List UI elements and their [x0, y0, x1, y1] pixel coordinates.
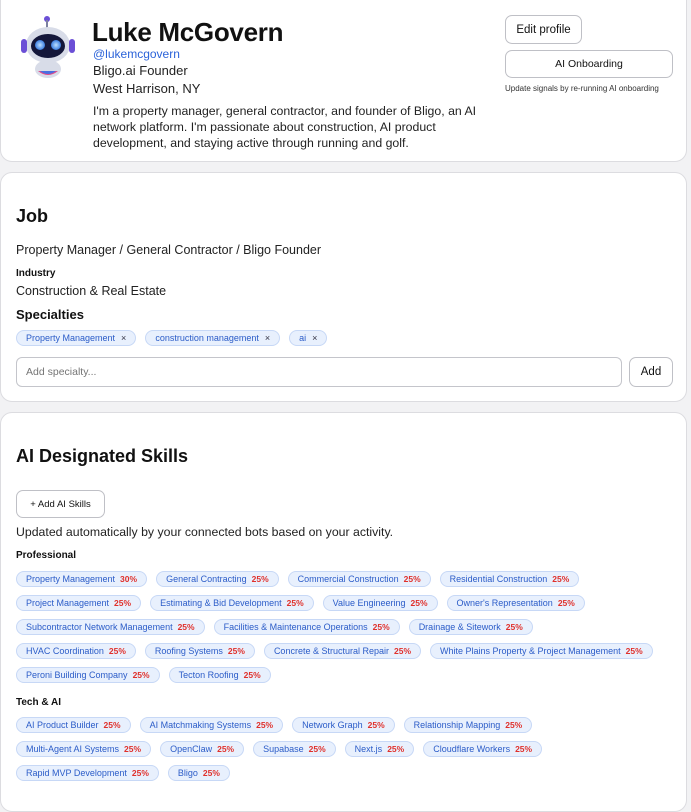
skill-label: Subcontractor Network Management [26, 622, 173, 632]
skill-percent: 25% [394, 646, 412, 656]
skill-percent: 25% [131, 768, 149, 778]
skill-percent: 25% [227, 646, 245, 656]
skill-percent: 25% [243, 670, 261, 680]
skill-percent: 25% [410, 598, 428, 608]
skill-chip[interactable] [16, 667, 160, 683]
add-specialty-input[interactable] [16, 357, 622, 387]
skill-label: OpenClaw [170, 744, 213, 754]
skill-label: Drainage & Sitework [418, 622, 501, 632]
specialty-label: Property Management [26, 333, 116, 343]
skill-percent: 25% [177, 622, 195, 632]
skill-chip[interactable] [160, 741, 244, 757]
industry-value: Construction & Real Estate [16, 284, 167, 298]
edit-profile-button[interactable]: Edit profile [505, 15, 582, 44]
skill-chip[interactable] [16, 643, 136, 659]
close-icon[interactable]: × [264, 333, 271, 343]
skill-label: Multi-Agent AI Systems [26, 744, 120, 754]
profile-title: Bligo.ai Founder [93, 63, 188, 78]
skill-chip[interactable] [264, 643, 421, 659]
skill-chip[interactable] [150, 595, 314, 611]
skill-label: Residential Construction [449, 574, 548, 584]
skill-chip[interactable] [404, 717, 533, 733]
skill-percent: 25% [557, 598, 575, 608]
close-icon[interactable]: × [312, 333, 318, 343]
skill-label: Supabase [263, 744, 304, 754]
specialty-label: ai [299, 333, 307, 343]
skill-label: Owner's Representation [456, 598, 553, 608]
skill-label: Concrete & Structural Repair [273, 646, 389, 656]
skill-percent: 25% [202, 768, 220, 778]
skill-percent: 25% [505, 622, 523, 632]
skill-chip[interactable] [440, 571, 580, 587]
skills-note: Updated automatically by your connected bots based on your activity. [16, 525, 394, 539]
skill-percent: 25% [103, 720, 121, 730]
skill-chip[interactable] [214, 619, 400, 635]
skill-chip[interactable] [288, 571, 431, 587]
skill-row [16, 765, 551, 781]
skill-label: AI Product Builder [26, 720, 99, 730]
skill-percent: 25% [124, 744, 142, 754]
tech-skill-list [16, 717, 551, 789]
skill-chip[interactable] [16, 765, 159, 781]
skill-label: Peroni Building Company [26, 670, 128, 680]
skill-chip[interactable] [16, 571, 147, 587]
professional-label: Professional [16, 550, 77, 561]
skill-label: Rapid MVP Development [26, 768, 127, 778]
skill-label: General Contracting [166, 574, 247, 584]
skill-percent: 25% [367, 720, 385, 730]
skills-heading: AI Designated Skills [16, 446, 189, 466]
skill-chip[interactable] [409, 619, 533, 635]
job-card [0, 172, 687, 402]
skill-percent: 30% [120, 574, 138, 584]
skill-chip[interactable] [447, 595, 585, 611]
skill-chip[interactable] [140, 717, 284, 733]
ai-onboarding-button[interactable]: AI Onboarding [505, 50, 673, 78]
skill-chip[interactable] [423, 741, 542, 757]
skill-label: Facilities & Maintenance Operations [223, 622, 368, 632]
skill-label: Next.js [354, 744, 383, 754]
skill-chip[interactable] [430, 643, 653, 659]
specialty-chip [16, 330, 136, 346]
skill-chip[interactable] [16, 595, 141, 611]
skill-percent: 25% [387, 744, 405, 754]
profile-location: West Harrison, NY [93, 81, 201, 96]
skill-label: AI Matchmaking Systems [149, 720, 252, 730]
profile-name: Luke McGovern [92, 17, 284, 47]
skill-label: Estimating & Bid Development [160, 598, 282, 608]
skill-label: Bligo [177, 768, 198, 778]
job-role: Property Manager / General Contractor / Bligo Founder [16, 243, 322, 257]
skill-chip[interactable] [292, 717, 395, 733]
skill-row [16, 643, 662, 659]
skill-percent: 25% [515, 744, 533, 754]
skill-chip[interactable] [168, 765, 230, 781]
skill-label: Property Management [26, 574, 116, 584]
specialty-chip [145, 330, 280, 346]
skill-row [16, 619, 662, 635]
skill-percent: 25% [372, 622, 390, 632]
skill-row [16, 717, 551, 733]
profile-bio: I'm a property manager, general contractor, and founder of Bligo, an AI network platform. I'm passionate about construction, AI product development, and staying active through running and golf. [93, 104, 477, 150]
skill-percent: 25% [114, 598, 132, 608]
specialty-chip [289, 330, 327, 346]
skill-percent: 25% [505, 720, 523, 730]
skill-row [16, 595, 662, 611]
skill-row [16, 667, 662, 683]
skill-label: Roofing Systems [154, 646, 223, 656]
skill-percent: 25% [217, 744, 235, 754]
skill-label: Project Management [26, 598, 110, 608]
skill-percent: 25% [625, 646, 643, 656]
skill-chip[interactable] [169, 667, 271, 683]
skill-percent: 25% [251, 574, 269, 584]
skill-chip[interactable] [323, 595, 438, 611]
skill-chip[interactable] [345, 741, 415, 757]
skill-percent: 25% [403, 574, 421, 584]
skill-chip[interactable] [253, 741, 336, 757]
skill-chip[interactable] [145, 643, 255, 659]
add-specialty-button[interactable]: Add [629, 357, 673, 387]
skill-percent: 25% [256, 720, 274, 730]
skill-label: HVAC Coordination [26, 646, 104, 656]
specialties-list [16, 330, 336, 346]
skill-label: Commercial Construction [297, 574, 399, 584]
add-ai-skills-button[interactable]: + Add AI Skills [16, 490, 105, 518]
skill-label: Value Engineering [332, 598, 406, 608]
professional-skill-list [16, 571, 662, 691]
skill-label: Cloudflare Workers [433, 744, 511, 754]
tech-label: Tech & AI [16, 697, 62, 708]
job-heading: Job [16, 206, 49, 226]
skill-percent: 25% [286, 598, 304, 608]
close-icon[interactable]: × [121, 333, 127, 343]
profile-card [0, 0, 687, 162]
profile-handle[interactable]: @lukemcgovern [93, 47, 180, 61]
skill-label: Tecton Roofing [178, 670, 239, 680]
skills-card [0, 412, 687, 812]
skill-row [16, 741, 551, 757]
skill-label: Relationship Mapping [413, 720, 501, 730]
skill-row [16, 571, 662, 587]
skill-percent: 25% [108, 646, 126, 656]
industry-label: Industry [16, 268, 56, 279]
skill-chip[interactable] [156, 571, 279, 587]
skill-percent: 25% [308, 744, 326, 754]
skill-label: Network Graph [302, 720, 363, 730]
skill-percent: 25% [132, 670, 150, 680]
onboarding-note: Update signals by re-running AI onboarding [505, 84, 659, 93]
skill-chip[interactable] [16, 717, 131, 733]
skill-label: White Plains Property & Project Management [440, 646, 621, 656]
specialty-label: construction management [155, 333, 259, 343]
skill-chip[interactable] [16, 741, 151, 757]
robot-avatar-icon [16, 15, 80, 79]
skill-chip[interactable] [16, 619, 205, 635]
specialties-label: Specialties [16, 307, 84, 322]
skill-percent: 25% [552, 574, 570, 584]
